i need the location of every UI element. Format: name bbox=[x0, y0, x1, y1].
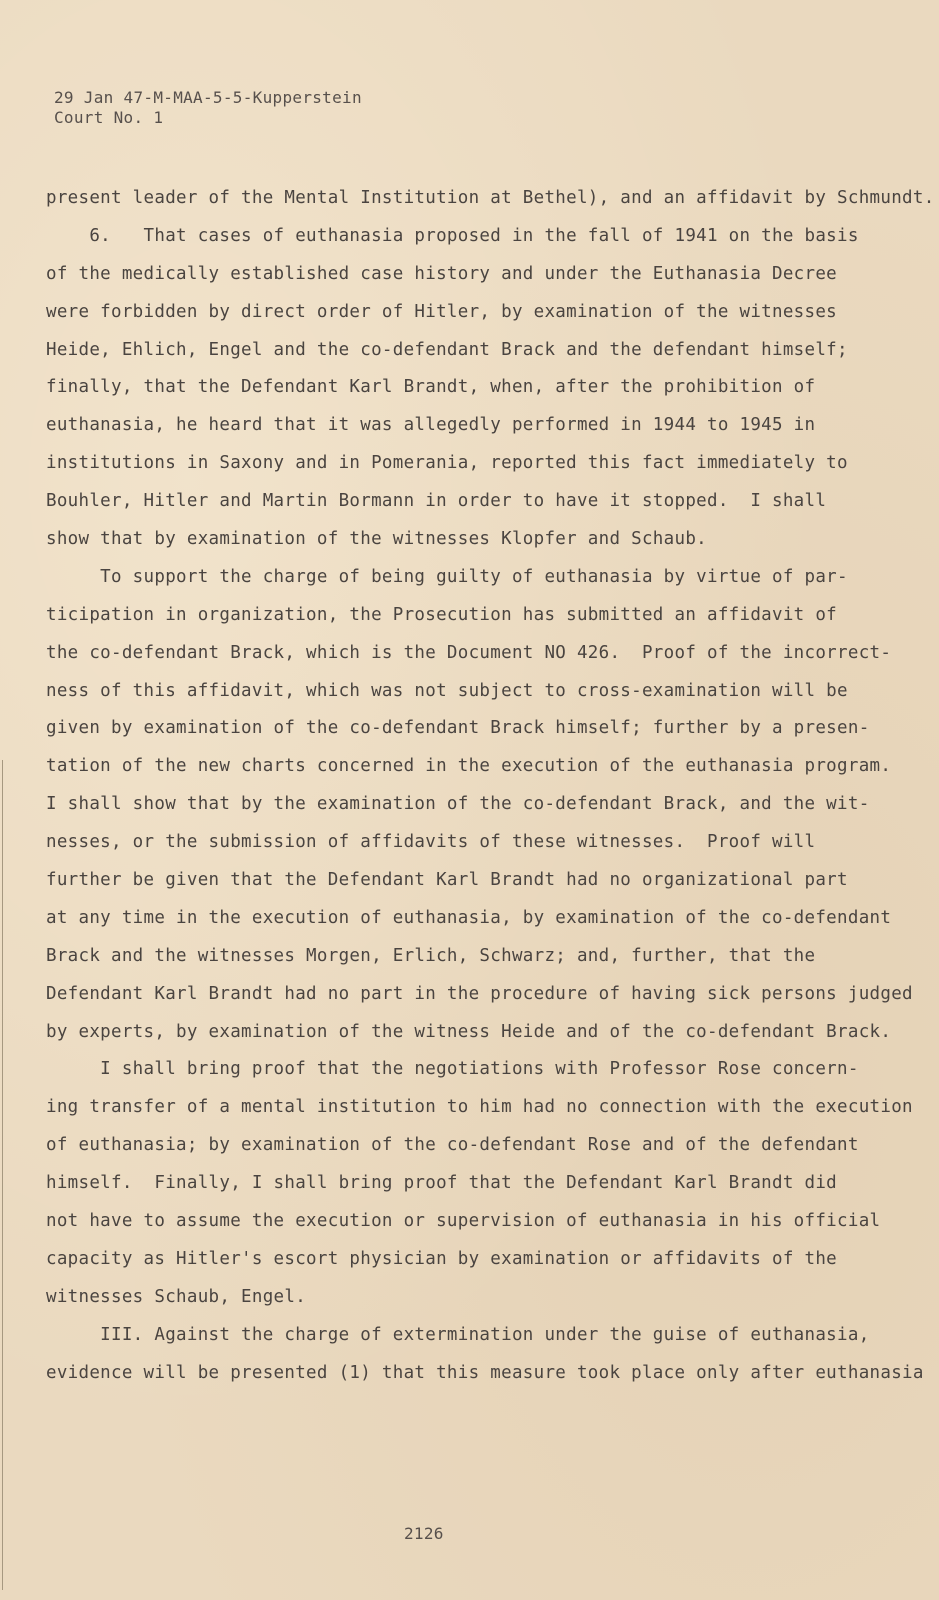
text-line: tation of the new charts concerned in the execution of the euthanasia program. bbox=[46, 756, 892, 777]
text-line: at any time in the execution of euthanasia, by examination of the co-defendant bbox=[46, 907, 892, 928]
text-line: I shall show that by the examination of the co-defendant Brack, and the wit- bbox=[46, 794, 870, 815]
text-line: given by examination of the co-defendant Brack himself; further by a presen- bbox=[46, 718, 870, 739]
text-line: ing transfer of a mental institution to him had no connection with the execution bbox=[46, 1097, 913, 1118]
transcript-body bbox=[46, 188, 935, 1401]
text-line: finally, that the Defendant Karl Brandt, when, after the prohibition of bbox=[46, 377, 816, 398]
text-line: further be given that the Defendant Karl Brandt had no organizational part bbox=[46, 870, 848, 891]
page-number: 2126 bbox=[404, 1524, 444, 1543]
header-reference: 29 Jan 47-M-MAA-5-5-Kupperstein bbox=[54, 88, 362, 107]
text-line: 6. That cases of euthanasia proposed in the fall of 1941 on the basis bbox=[46, 225, 859, 246]
text-line: of the medically established case history and under the Euthanasia Decree bbox=[46, 263, 838, 284]
text-line: institutions in Saxony and in Pomerania, reported this fact immediately to bbox=[46, 453, 848, 474]
text-line: himself. Finally, I shall bring proof that the Defendant Karl Brandt did bbox=[46, 1173, 838, 1194]
text-line: ness of this affidavit, which was not subject to cross-examination will be bbox=[46, 680, 848, 701]
text-line: Bouhler, Hitler and Martin Bormann in order to have it stopped. I shall bbox=[46, 491, 827, 512]
text-line: by experts, by examination of the witness Heide and of the co-defendant Brack. bbox=[46, 1021, 892, 1042]
text-line: evidence will be presented (1) that this measure took place only after euthanasia bbox=[46, 1362, 924, 1383]
text-line: witnesses Schaub, Engel. bbox=[46, 1286, 307, 1307]
text-line: euthanasia, he heard that it was allegedly performed in 1944 to 1945 in bbox=[46, 415, 816, 436]
text-line: To support the charge of being guilty of euthanasia by virtue of par- bbox=[46, 566, 848, 587]
text-line: present leader of the Mental Institution at Bethel), and an affidavit by Schmundt. bbox=[46, 188, 935, 208]
text-line: nesses, or the submission of affidavits of these witnesses. Proof will bbox=[46, 832, 816, 853]
text-line: I shall bring proof that the negotiations with Professor Rose concern- bbox=[46, 1059, 859, 1080]
text-line: III. Against the charge of extermination under the guise of euthanasia, bbox=[46, 1324, 870, 1345]
page-edge-mark bbox=[2, 760, 3, 1590]
header-court: Court No. 1 bbox=[54, 108, 164, 127]
text-line: ticipation in organization, the Prosecution has submitted an affidavit of bbox=[46, 604, 838, 625]
text-line: the co-defendant Brack, which is the Document NO 426. Proof of the incorrect- bbox=[46, 642, 892, 663]
text-line: capacity as Hitler's escort physician by examination or affidavits of the bbox=[46, 1248, 838, 1269]
text-line: Heide, Ehlich, Engel and the co-defendant Brack and the defendant himself; bbox=[46, 339, 848, 360]
text-line: Defendant Karl Brandt had no part in the procedure of having sick persons judged bbox=[46, 983, 913, 1004]
text-line: were forbidden by direct order of Hitler, by examination of the witnesses bbox=[46, 301, 838, 322]
document-header bbox=[54, 88, 362, 128]
text-line: of euthanasia; by examination of the co-defendant Rose and of the defendant bbox=[46, 1135, 859, 1156]
text-line: not have to assume the execution or supervision of euthanasia in his official bbox=[46, 1211, 881, 1232]
text-line: Brack and the witnesses Morgen, Erlich, Schwarz; and, further, that the bbox=[46, 945, 816, 966]
text-line: show that by examination of the witnesses Klopfer and Schaub. bbox=[46, 529, 707, 550]
